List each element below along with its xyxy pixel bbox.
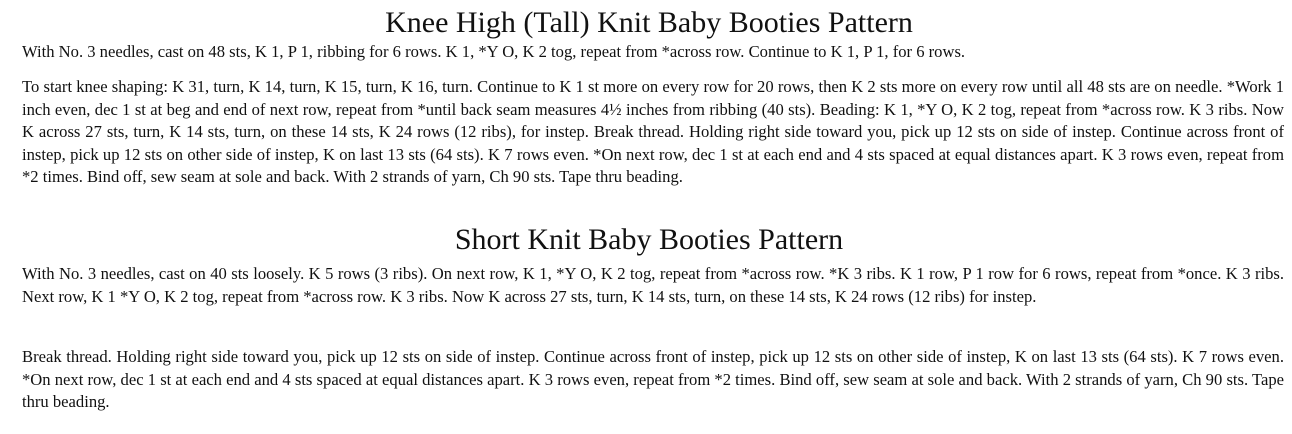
knee-high-booties-title: Knee High (Tall) Knit Baby Booties Pattern [385, 6, 913, 39]
short-booties-title: Short Knit Baby Booties Pattern [454, 223, 844, 256]
short-cast-on-paragraph: With No. 3 needles, cast on 40 sts loosely. K 5 rows (3 ribs). On next row, K 1, *Y O, K 2 tog, repeat from *across row. *K 3 ribs. K 1 row, P 1 row for 6 rows, repeat from *once. K 3 ribs. Next row, K 1 *Y O, K 2 tog, repeat from *across row. K 3 ribs. Now K across 27 sts, turn, K 14 sts, turn, on these 14 sts, K 24 rows (12 ribs) for instep. [22, 264, 1284, 306]
knee-high-cast-on-paragraph: With No. 3 needles, cast on 48 sts, K 1, P 1, ribbing for 6 rows. K 1, *Y O, K 2 tog, repeat from *across row. Continue to K 1, P 1, for 6 rows. [22, 42, 966, 61]
short-finishing-paragraph: Break thread. Holding right side toward you, pick up 12 sts on side of instep. Continue across front of instep, pick up 12 sts on other side of instep, K on last 13 sts (64 sts). K 7 rows even. *On next row, dec 1 st at each end and 4 sts spaced at equal distances apart. K 3 rows even, repeat from *2 times. Bind off, sew seam at sole and back. With 2 strands of yarn, Ch 90 sts. Tape thru beading. [22, 347, 1284, 412]
knee-high-shaping-paragraph: To start knee shaping: K 31, turn, K 14, turn, K 15, turn, K 16, turn. Continue to K 1 st more on every row for 20 rows, then K 2 sts more on every row until all 48 sts are on needle. *Work 1 inch even, dec 1 st at beg and end of next row, repeat from *until back seam measures 4½ inches from ribbing (40 sts). Beading: K 1, *Y O, K 2 tog, repeat from *across row. K 3 ribs. Now K across 27 sts, turn, K 14 sts, turn, on these 14 sts, K 24 rows (12 ribs), for instep. Break thread. Holding right side toward you, pick up 12 sts on side of instep. Continue across front of instep, pick up 12 sts on other side of instep, K on last 13 sts (64 sts). K 7 rows even. *On next row, dec 1 st at each end and 4 sts spaced at equal distances apart. K 3 rows even, repeat from *2 times. Bind off, sew seam at sole and back. With 2 strands of yarn, Ch 90 sts. Tape thru beading. [22, 77, 1284, 187]
